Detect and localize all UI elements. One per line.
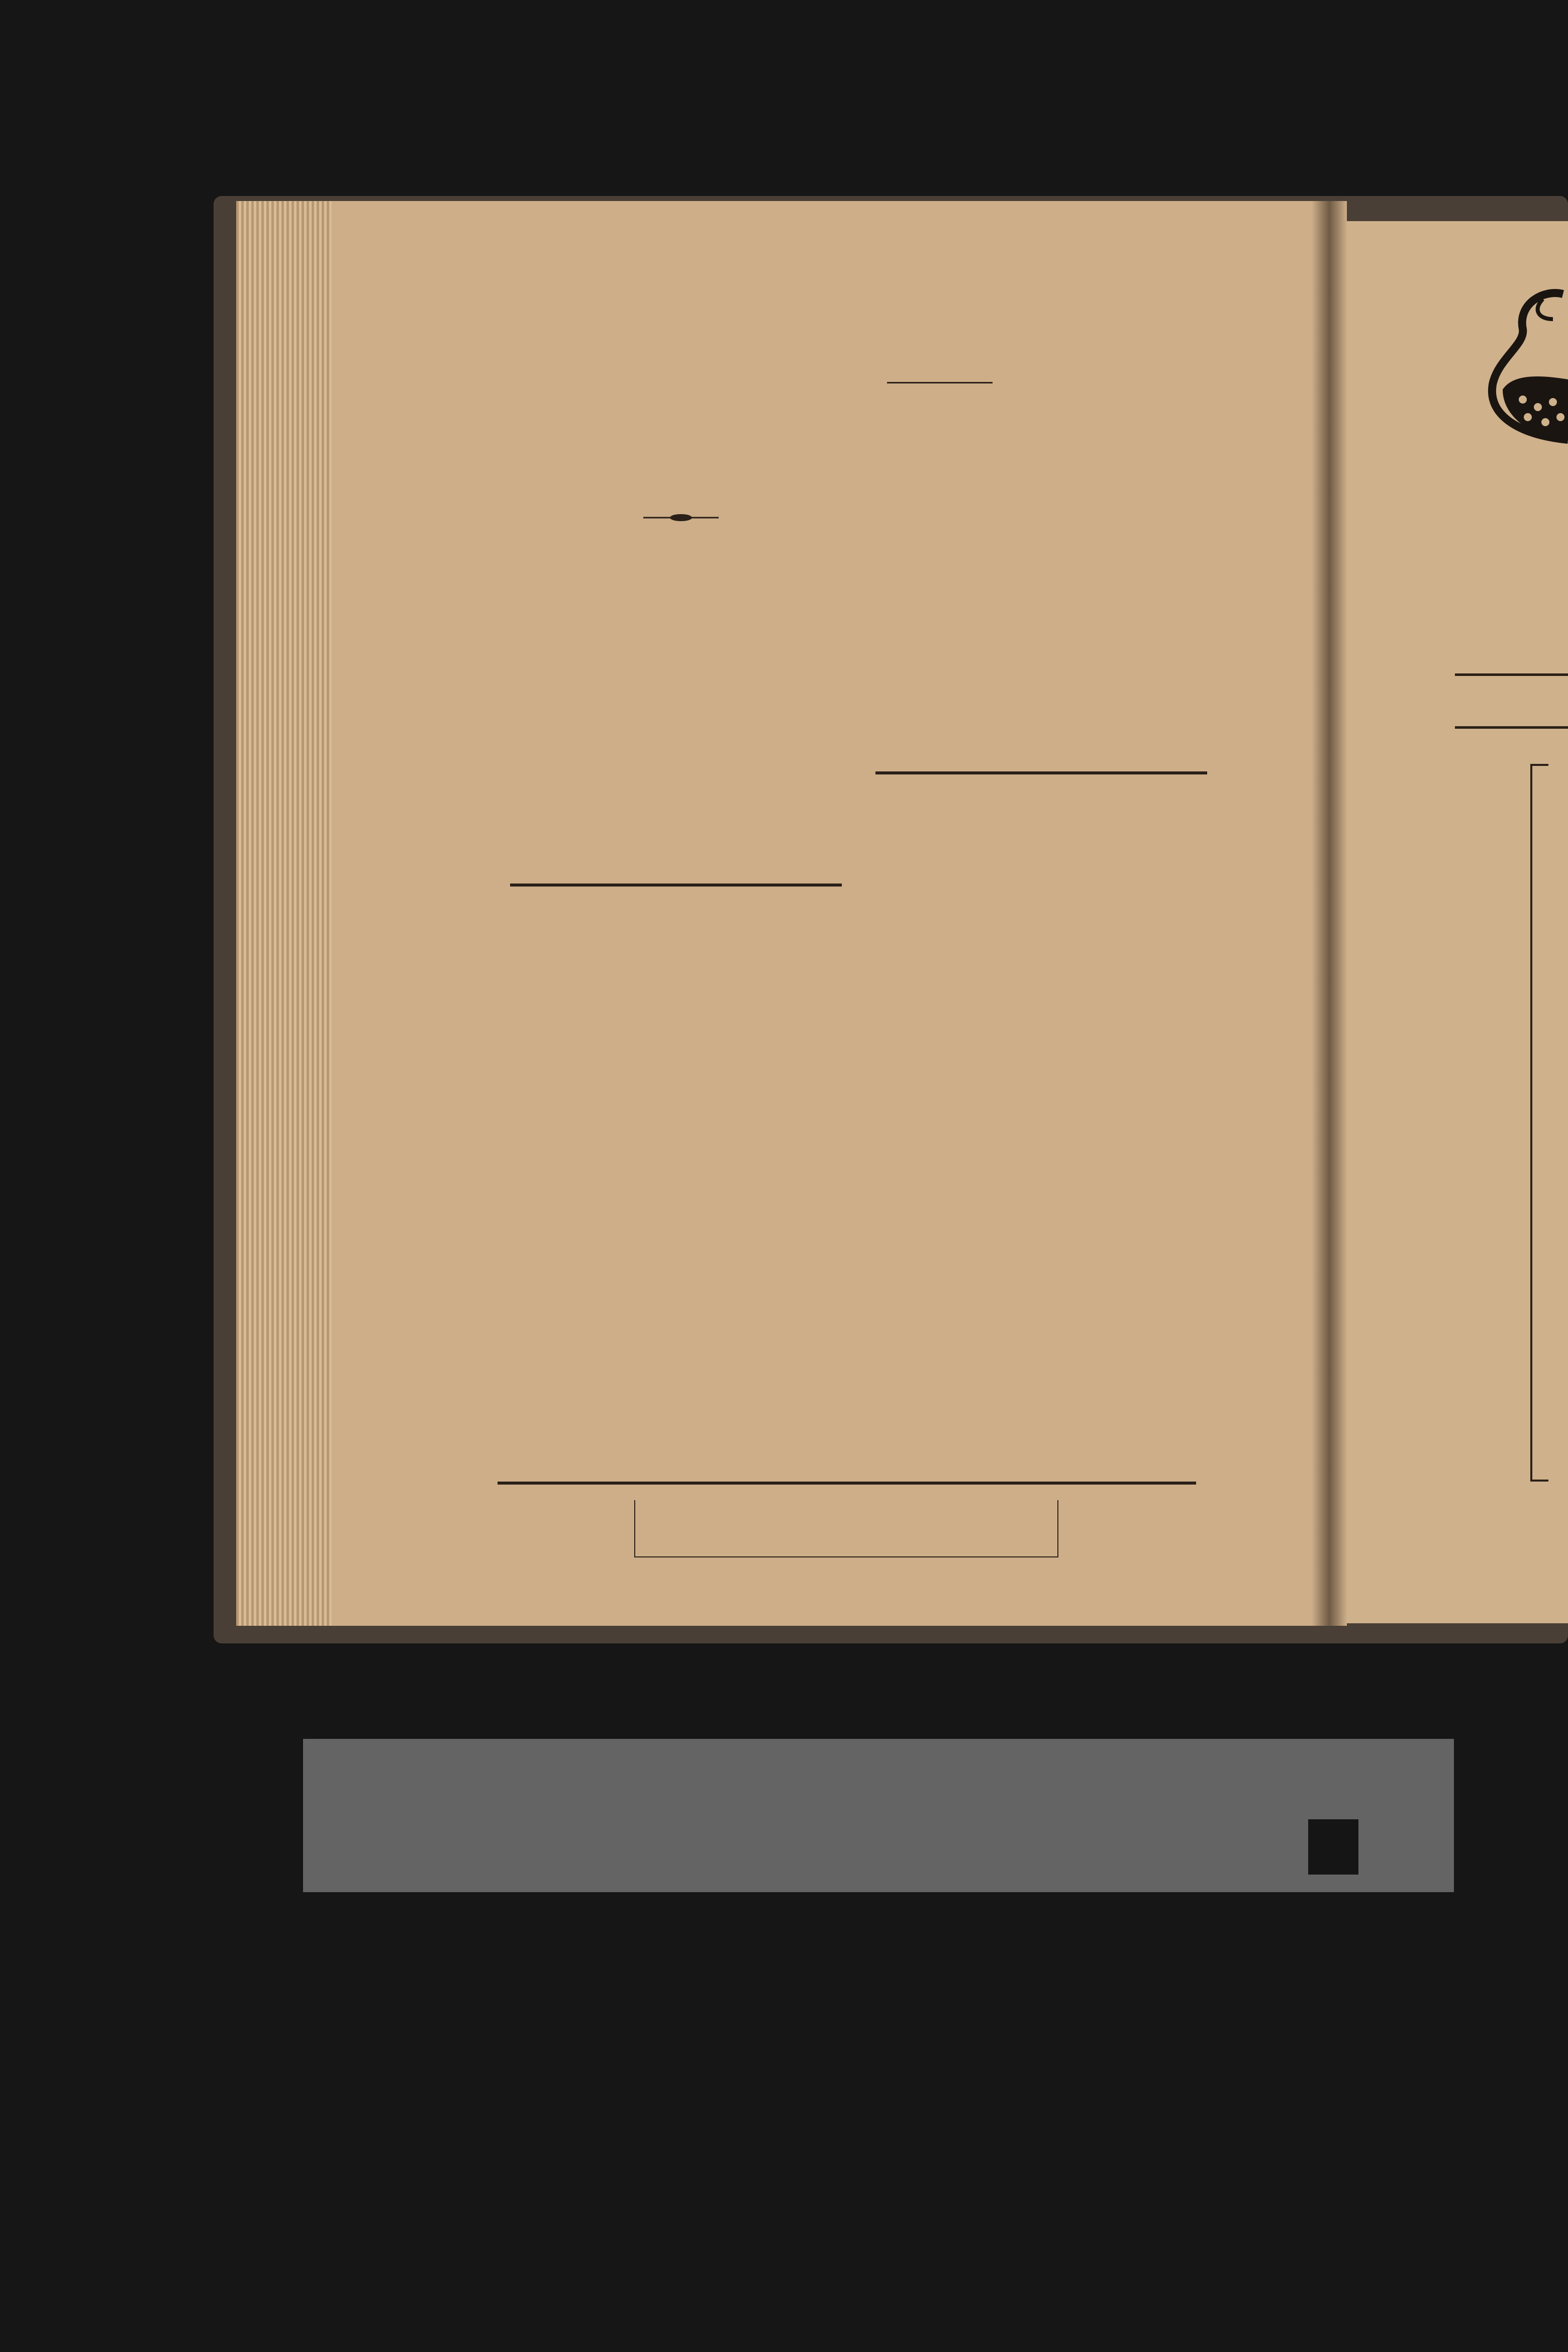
book-gutter: [1312, 201, 1347, 1626]
page-edges: [236, 201, 332, 1626]
decorative-border: [1530, 764, 1548, 1482]
peacock-illustration: [1467, 289, 1568, 455]
measurement-ruler: [303, 1739, 1454, 1892]
section-rule-right: [875, 771, 1207, 774]
right-page-rule-1: [1455, 673, 1568, 676]
heading-underline: [887, 382, 993, 383]
footer-rule: [498, 1482, 1196, 1485]
chart-logo: [1308, 1819, 1358, 1875]
right-page-rule-2: [1455, 726, 1568, 729]
boxed-note: [634, 1500, 1058, 1557]
ornament-divider: [643, 513, 719, 523]
left-page: [236, 201, 1334, 1626]
section-rule: [510, 884, 842, 887]
